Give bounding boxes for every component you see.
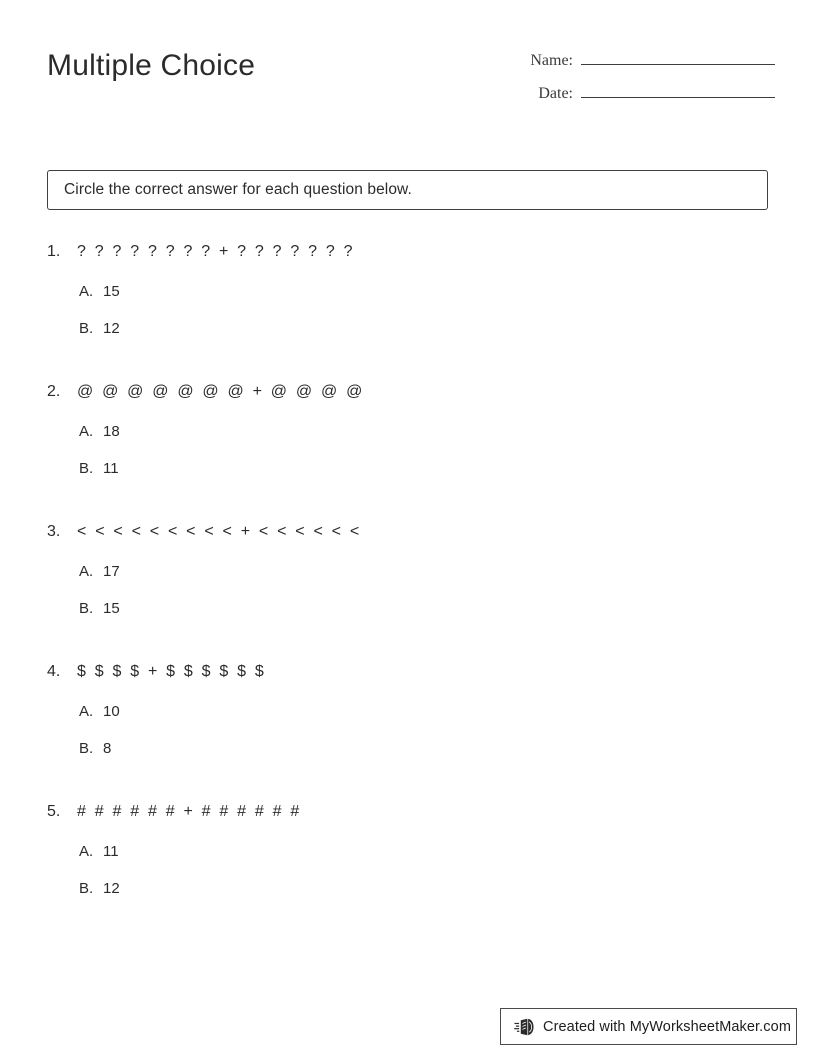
footer-text: Created with MyWorksheetMaker.com	[543, 1018, 792, 1035]
question-item	[47, 803, 768, 917]
option-a[interactable]	[79, 843, 768, 880]
question-number: 4.	[47, 663, 61, 680]
name-date-block	[505, 44, 775, 110]
option-a[interactable]	[79, 423, 768, 460]
option-letter: A.	[79, 563, 94, 580]
question-item	[47, 663, 768, 777]
question-symbols: ? ? ? ? ? ? ? ? + ? ? ? ? ? ? ?	[77, 243, 355, 260]
option-value: 15	[103, 600, 120, 617]
instruction-text: Circle the correct answer for each question below.	[64, 181, 412, 198]
option-letter: B.	[79, 600, 94, 617]
question-number: 5.	[47, 803, 61, 820]
question-prompt	[47, 383, 768, 413]
option-b[interactable]	[79, 460, 768, 497]
questions-list	[47, 243, 768, 943]
question-item	[47, 523, 768, 637]
question-number: 1.	[47, 243, 61, 260]
question-symbols: @ @ @ @ @ @ @ + @ @ @ @	[77, 383, 365, 400]
date-label: Date:	[538, 85, 573, 102]
option-value: 11	[103, 843, 119, 860]
option-value: 11	[103, 460, 119, 477]
page-title: Multiple Choice	[47, 49, 256, 82]
option-value: 15	[103, 283, 120, 300]
option-b[interactable]	[79, 880, 768, 917]
option-value: 12	[103, 320, 120, 337]
instruction-box	[47, 170, 768, 210]
option-letter: A.	[79, 843, 94, 860]
question-symbols: # # # # # # + # # # # # #	[77, 803, 302, 820]
name-label: Name:	[530, 52, 573, 69]
question-item	[47, 383, 768, 497]
option-list	[47, 843, 768, 917]
option-letter: B.	[79, 460, 94, 477]
name-row	[505, 44, 775, 77]
date-input-line[interactable]	[581, 77, 775, 98]
question-prompt	[47, 803, 768, 833]
question-symbols: $ $ $ $ + $ $ $ $ $ $	[77, 663, 266, 680]
option-letter: A.	[79, 283, 94, 300]
option-value: 8	[103, 740, 112, 757]
date-row	[505, 77, 775, 110]
option-letter: A.	[79, 703, 94, 720]
option-value: 10	[103, 703, 120, 720]
option-letter: B.	[79, 880, 94, 897]
option-a[interactable]	[79, 703, 768, 740]
option-b[interactable]	[79, 740, 768, 777]
option-value: 18	[103, 423, 120, 440]
question-prompt	[47, 243, 768, 273]
option-letter: B.	[79, 740, 94, 757]
option-value: 17	[103, 563, 120, 580]
question-prompt	[47, 523, 768, 553]
question-number: 2.	[47, 383, 61, 400]
option-letter: A.	[79, 423, 94, 440]
option-b[interactable]	[79, 320, 768, 357]
option-list	[47, 423, 768, 497]
option-list	[47, 703, 768, 777]
question-prompt	[47, 663, 768, 693]
footer-watermark-badge[interactable]	[500, 1008, 797, 1045]
flying-page-icon	[514, 1016, 536, 1038]
option-list	[47, 563, 768, 637]
option-a[interactable]	[79, 563, 768, 600]
worksheet-header	[0, 0, 816, 140]
question-item	[47, 243, 768, 357]
option-b[interactable]	[79, 600, 768, 637]
question-number: 3.	[47, 523, 61, 540]
option-list	[47, 283, 768, 357]
option-letter: B.	[79, 320, 94, 337]
option-a[interactable]	[79, 283, 768, 320]
question-symbols: < < < < < < < < < + < < < < < <	[77, 523, 362, 540]
option-value: 12	[103, 880, 120, 897]
name-input-line[interactable]	[581, 44, 775, 65]
